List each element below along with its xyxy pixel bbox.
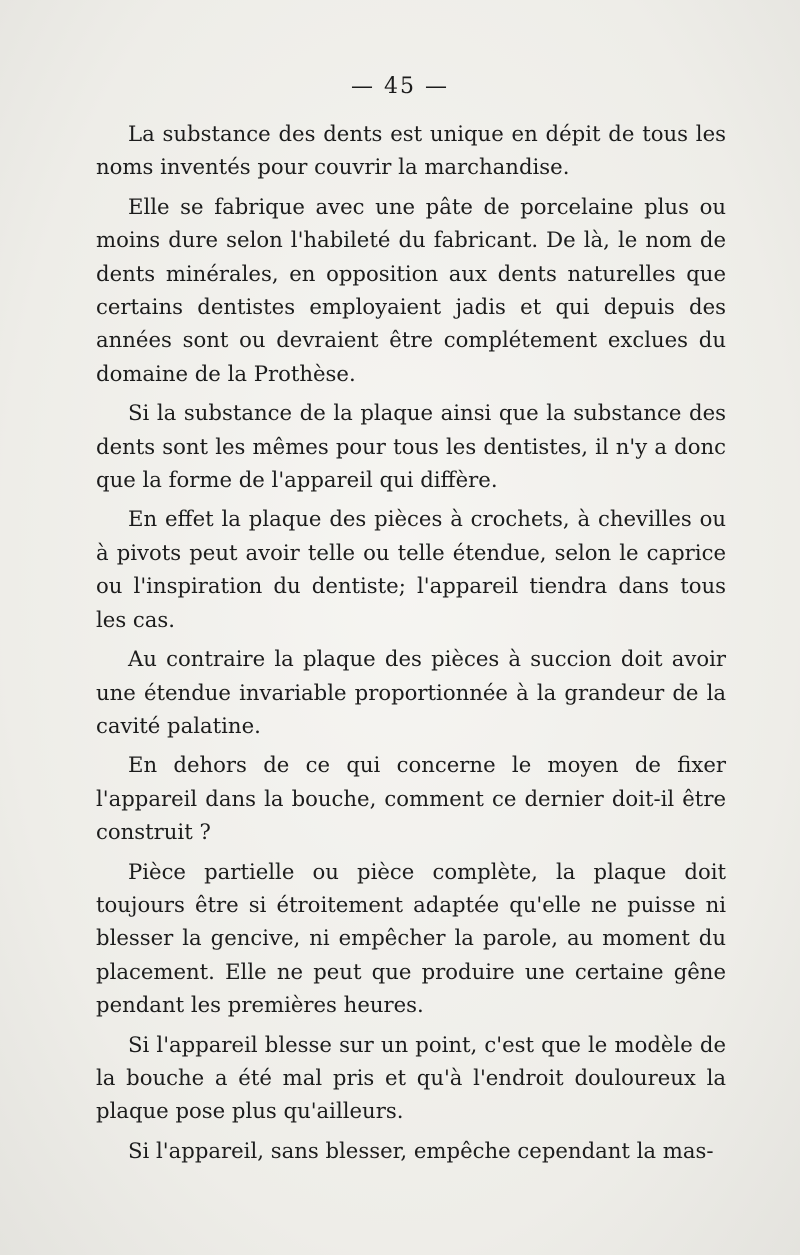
page-number: — 45 — [351,74,449,99]
paragraph: Si l'appareil blesse sur un point, c'est que le modèle de la bouche a été mal pris et qu'à l'endroit douloureux la plaque pose plus qu'ailleurs. [96,1031,726,1124]
paragraph: Si la substance de la plaque ainsi que la substance des dents sont les mêmes pour tous les dentistes, il n'y a donc que la forme de l'appareil qui diffère. [96,400,726,493]
paragraph: Pièce partielle ou pièce complète, la plaque doit toujours être si étroitement adaptée qu'elle ne puisse ni blesser la gencive, ni empêcher la parole, au moment du placement. Elle ne peut que produire une certaine gêne pendant les premières heures. [96,858,726,1018]
paragraph: Au contraire la plaque des pièces à succion doit avoir une étendue invariable proportionnée à la grandeur de la cavité palatine. [96,646,726,738]
paragraph: Si l'appareil, sans blesser, empêche cependant la mas- [128,1137,714,1163]
paragraph: Elle se fabrique avec une pâte de porcelaine plus ou moins dure selon l'habileté du fabricant. De là, le nom de dents minérales, en opposition aux dents naturelles que certains dentistes employaient jadis et qui depuis des années sont ou devraient être complétement exclues du domaine de la Prothèse. [96,193,726,386]
body-text [96,117,726,1173]
paragraph: En effet la plaque des pièces à crochets, à chevilles ou à pivots peut avoir telle ou telle étendue, selon le caprice ou l'inspiration du dentiste; l'appareil tiendra dans tous les cas. [96,506,726,632]
paragraph: La substance des dents est unique en dépit de tous les noms inventés pour couvrir la marchandise. [96,121,726,180]
paragraph: En dehors de ce qui concerne le moyen de fixer l'appareil dans la bouche, comment ce dernier doit-il être construit ? [96,752,726,845]
